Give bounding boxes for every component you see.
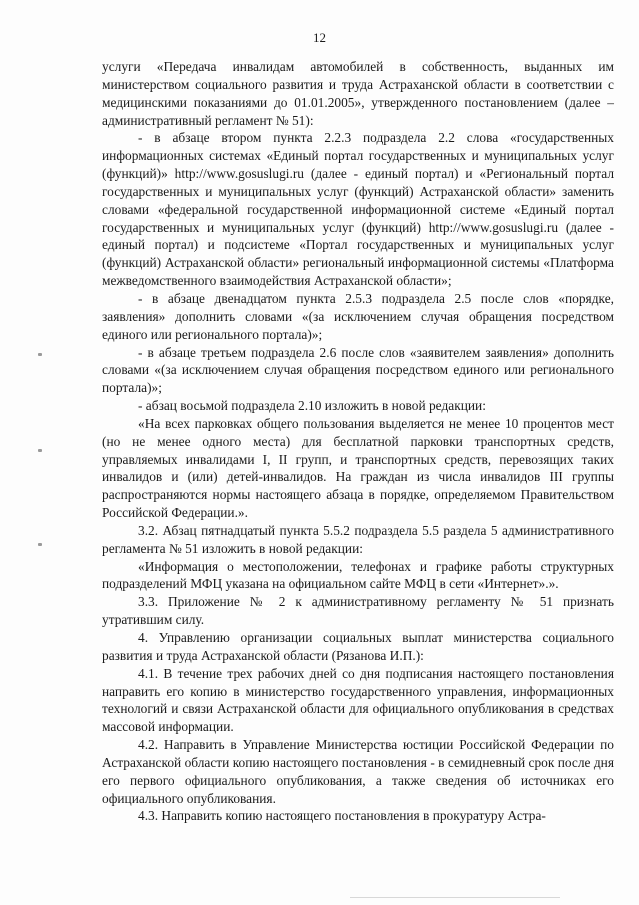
- paragraph-11: 4.1. В течение трех рабочих дней со дня подписания настоящего постановления направить его копию в министерство государственного управления, информационных технологий и связи Астраханской области для официального опубликования в средствах массовой информации.: [102, 665, 614, 735]
- margin-mark: [38, 353, 42, 356]
- paragraph-9: 3.3. Приложение № 2 к административному регламенту № 51 признать утратившим силу.: [102, 594, 614, 628]
- paragraph-3: - в абзаце двенадцатом пункта 2.5.3 подраздела 2.5 после слов «порядке, заявления» дополнить словами «(за исключением случая обращения посредством единого или регионального портала)»;: [102, 290, 614, 342]
- paragraph-4: - в абзаце третьем подраздела 2.6 после слов «заявителем заявления» дополнить словами «(за исключением случая обращения посредством единого или регионального портала)»;: [102, 344, 614, 396]
- scan-edge-line: [350, 897, 560, 898]
- page-number: 12: [313, 30, 326, 45]
- paragraph-7: 3.2. Абзац пятнадцатый пункта 5.5.2 подраздела 5.5 раздела 5 административного регламента № 51 изложить в новой редакции:: [102, 522, 614, 556]
- paragraph-5: - абзац восьмой подраздела 2.10 изложить в новой редакции:: [138, 398, 486, 414]
- document-body: [102, 58, 614, 825]
- margin-mark: [38, 449, 42, 452]
- paragraph-10: 4. Управлению организации социальных выплат министерства социального развития и труда Астраханской области (Рязанова И.П.):: [102, 630, 614, 663]
- paragraph-12: 4.2. Направить в Управление Министерства юстиции Российской Федерации по Астраханской области копию настоящего постановления - в семидневный срок после дня его первого официального опубликования, а также сведения об источниках его официального опубликования.: [102, 737, 614, 806]
- paragraph-1: услуги «Передача инвалидам автомобилей в собственность, выданных им министерством социального развития и труда Астраханской области в соответствии с медицинскими показаниями до 01.01.2005», утвержденного постановлением (далее – административный регламент № 51):: [102, 59, 614, 128]
- paragraph-2: - в абзаце втором пункта 2.2.3 подраздела 2.2 слова «государственных информационных системах «Единый портал государственных и муниципальных услуг (функций)» http://www.gosuslugi.ru (далее - единый портал) и «Региональный портал государственных и муниципальных услуг (функций) Астраханской области» заменить словами «федеральной государственной информационной системе «Единый портал государственных и муниципальных услуг (функций) http://www.gosuslugi.ru (далее - единый портал) и подсистеме «Портал государственных и муниципальных услуг (функций) Астраханской области» региональный информационной системы «Платформа межведомственного взаимодействия Астраханской области»;: [102, 130, 614, 289]
- paragraph-8: «Информация о местоположении, телефонах и графике работы структурных подразделений МФЦ указана на официальном сайте МФЦ в сети «Интернет».».: [102, 558, 614, 592]
- paragraph-13: 4.3. Направить копию настоящего постановления в прокуратуру Астра-: [138, 808, 546, 824]
- paragraph-6: «На всех парковках общего пользования выделяется не менее 10 процентов мест (но не менее одного места) для бесплатной парковки транспортных средств, управляемых инвалидами I, II групп, и транспортных средств, перевозящих таких инвалидов и (или) детей-инвалидов. На граждан из числа инвалидов III группы распространяются нормы настоящего абзаца в порядке, определяемом Правительством Российской Федерации.».: [102, 415, 614, 521]
- margin-mark: [38, 543, 42, 546]
